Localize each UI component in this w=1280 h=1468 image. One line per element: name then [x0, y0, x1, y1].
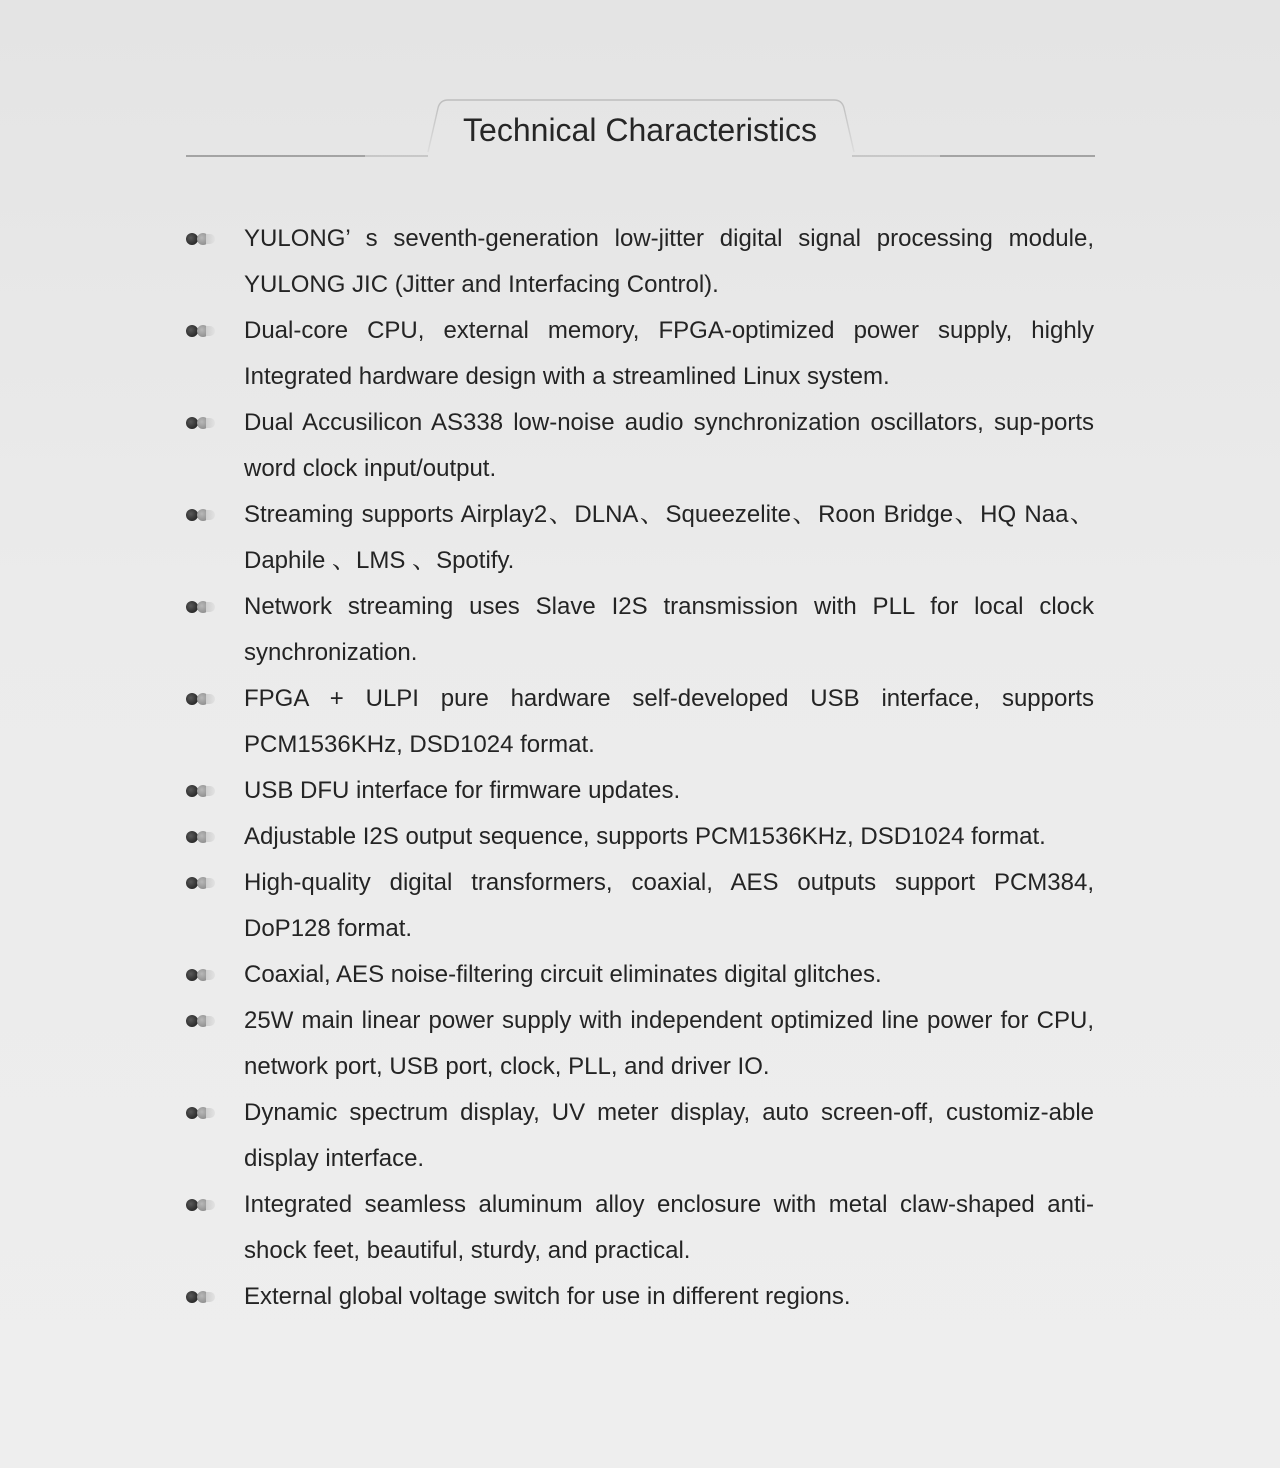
feature-text: External global voltage switch for use in different regions.	[244, 1283, 851, 1310]
double-dot-bullet-icon	[186, 693, 216, 705]
feature-list-item	[186, 860, 1094, 952]
double-dot-bullet-icon	[186, 1199, 216, 1211]
double-dot-bullet-icon	[186, 877, 216, 889]
feature-list-item	[186, 216, 1094, 308]
double-dot-bullet-icon	[186, 1015, 216, 1027]
double-dot-bullet-icon	[186, 1107, 216, 1119]
feature-text: Adjustable I2S output sequence, supports PCM1536KHz, DSD1024 format.	[244, 823, 1046, 850]
feature-list-item	[186, 1090, 1094, 1182]
double-dot-bullet-icon	[186, 1291, 216, 1303]
double-dot-bullet-icon	[186, 969, 216, 981]
feature-list-item	[186, 308, 1094, 400]
feature-list-item	[186, 768, 1094, 814]
feature-list-item	[186, 1182, 1094, 1274]
double-dot-bullet-icon	[186, 417, 216, 429]
feature-list-item	[186, 400, 1094, 492]
feature-text: High-quality digital transformers, coaxial, AES outputs support PCM384, DoP128 format.	[244, 869, 1094, 942]
feature-text: USB DFU interface for firmware updates.	[244, 777, 681, 804]
feature-list-item	[186, 998, 1094, 1090]
section-header	[0, 0, 1280, 170]
feature-list-item	[186, 676, 1094, 768]
double-dot-bullet-icon	[186, 601, 216, 613]
double-dot-bullet-icon	[186, 509, 216, 521]
feature-list	[186, 216, 1094, 1320]
feature-text: Streaming supports Airplay2、DLNA、Squeezelite、Roon Bridge、HQ Naa、Daphile 、LMS 、Spotify.	[244, 501, 1094, 574]
double-dot-bullet-icon	[186, 831, 216, 843]
double-dot-bullet-icon	[186, 325, 216, 337]
double-dot-bullet-icon	[186, 233, 216, 245]
feature-text: Network streaming uses Slave I2S transmission with PLL for local clock synchronization.	[244, 593, 1094, 666]
feature-list-item	[186, 952, 1094, 998]
feature-text: YULONG’ s seventh-generation low-jitter digital signal processing module, YULONG JIC (Jitter and Interfacing Control).	[244, 225, 1094, 298]
feature-text: Dual Accusilicon AS338 low-noise audio synchronization oscillators, sup-ports word clock input/output.	[244, 409, 1094, 482]
page-title: Technical Characteristics	[463, 112, 817, 148]
feature-list-item	[186, 492, 1094, 584]
feature-text: Coaxial, AES noise-filtering circuit eliminates digital glitches.	[244, 961, 882, 988]
feature-text: FPGA + ULPI pure hardware self-developed USB interface, supports PCM1536KHz, DSD1024 format.	[244, 685, 1094, 758]
feature-text: Dynamic spectrum display, UV meter display, auto screen-off, customiz-able display interface.	[244, 1099, 1094, 1172]
feature-text: Dual-core CPU, external memory, FPGA-optimized power supply, highly Integrated hardware design with a streamlined Linux system.	[244, 317, 1094, 390]
feature-list-item	[186, 1274, 1094, 1320]
feature-text: 25W main linear power supply with independent optimized line power for CPU, network port, USB port, clock, PLL, and driver IO.	[244, 1007, 1094, 1080]
feature-list-item	[186, 584, 1094, 676]
feature-text: Integrated seamless aluminum alloy enclosure with metal claw-shaped anti-shock feet, beautiful, sturdy, and practical.	[244, 1191, 1094, 1264]
double-dot-bullet-icon	[186, 785, 216, 797]
feature-list-item	[186, 814, 1094, 860]
